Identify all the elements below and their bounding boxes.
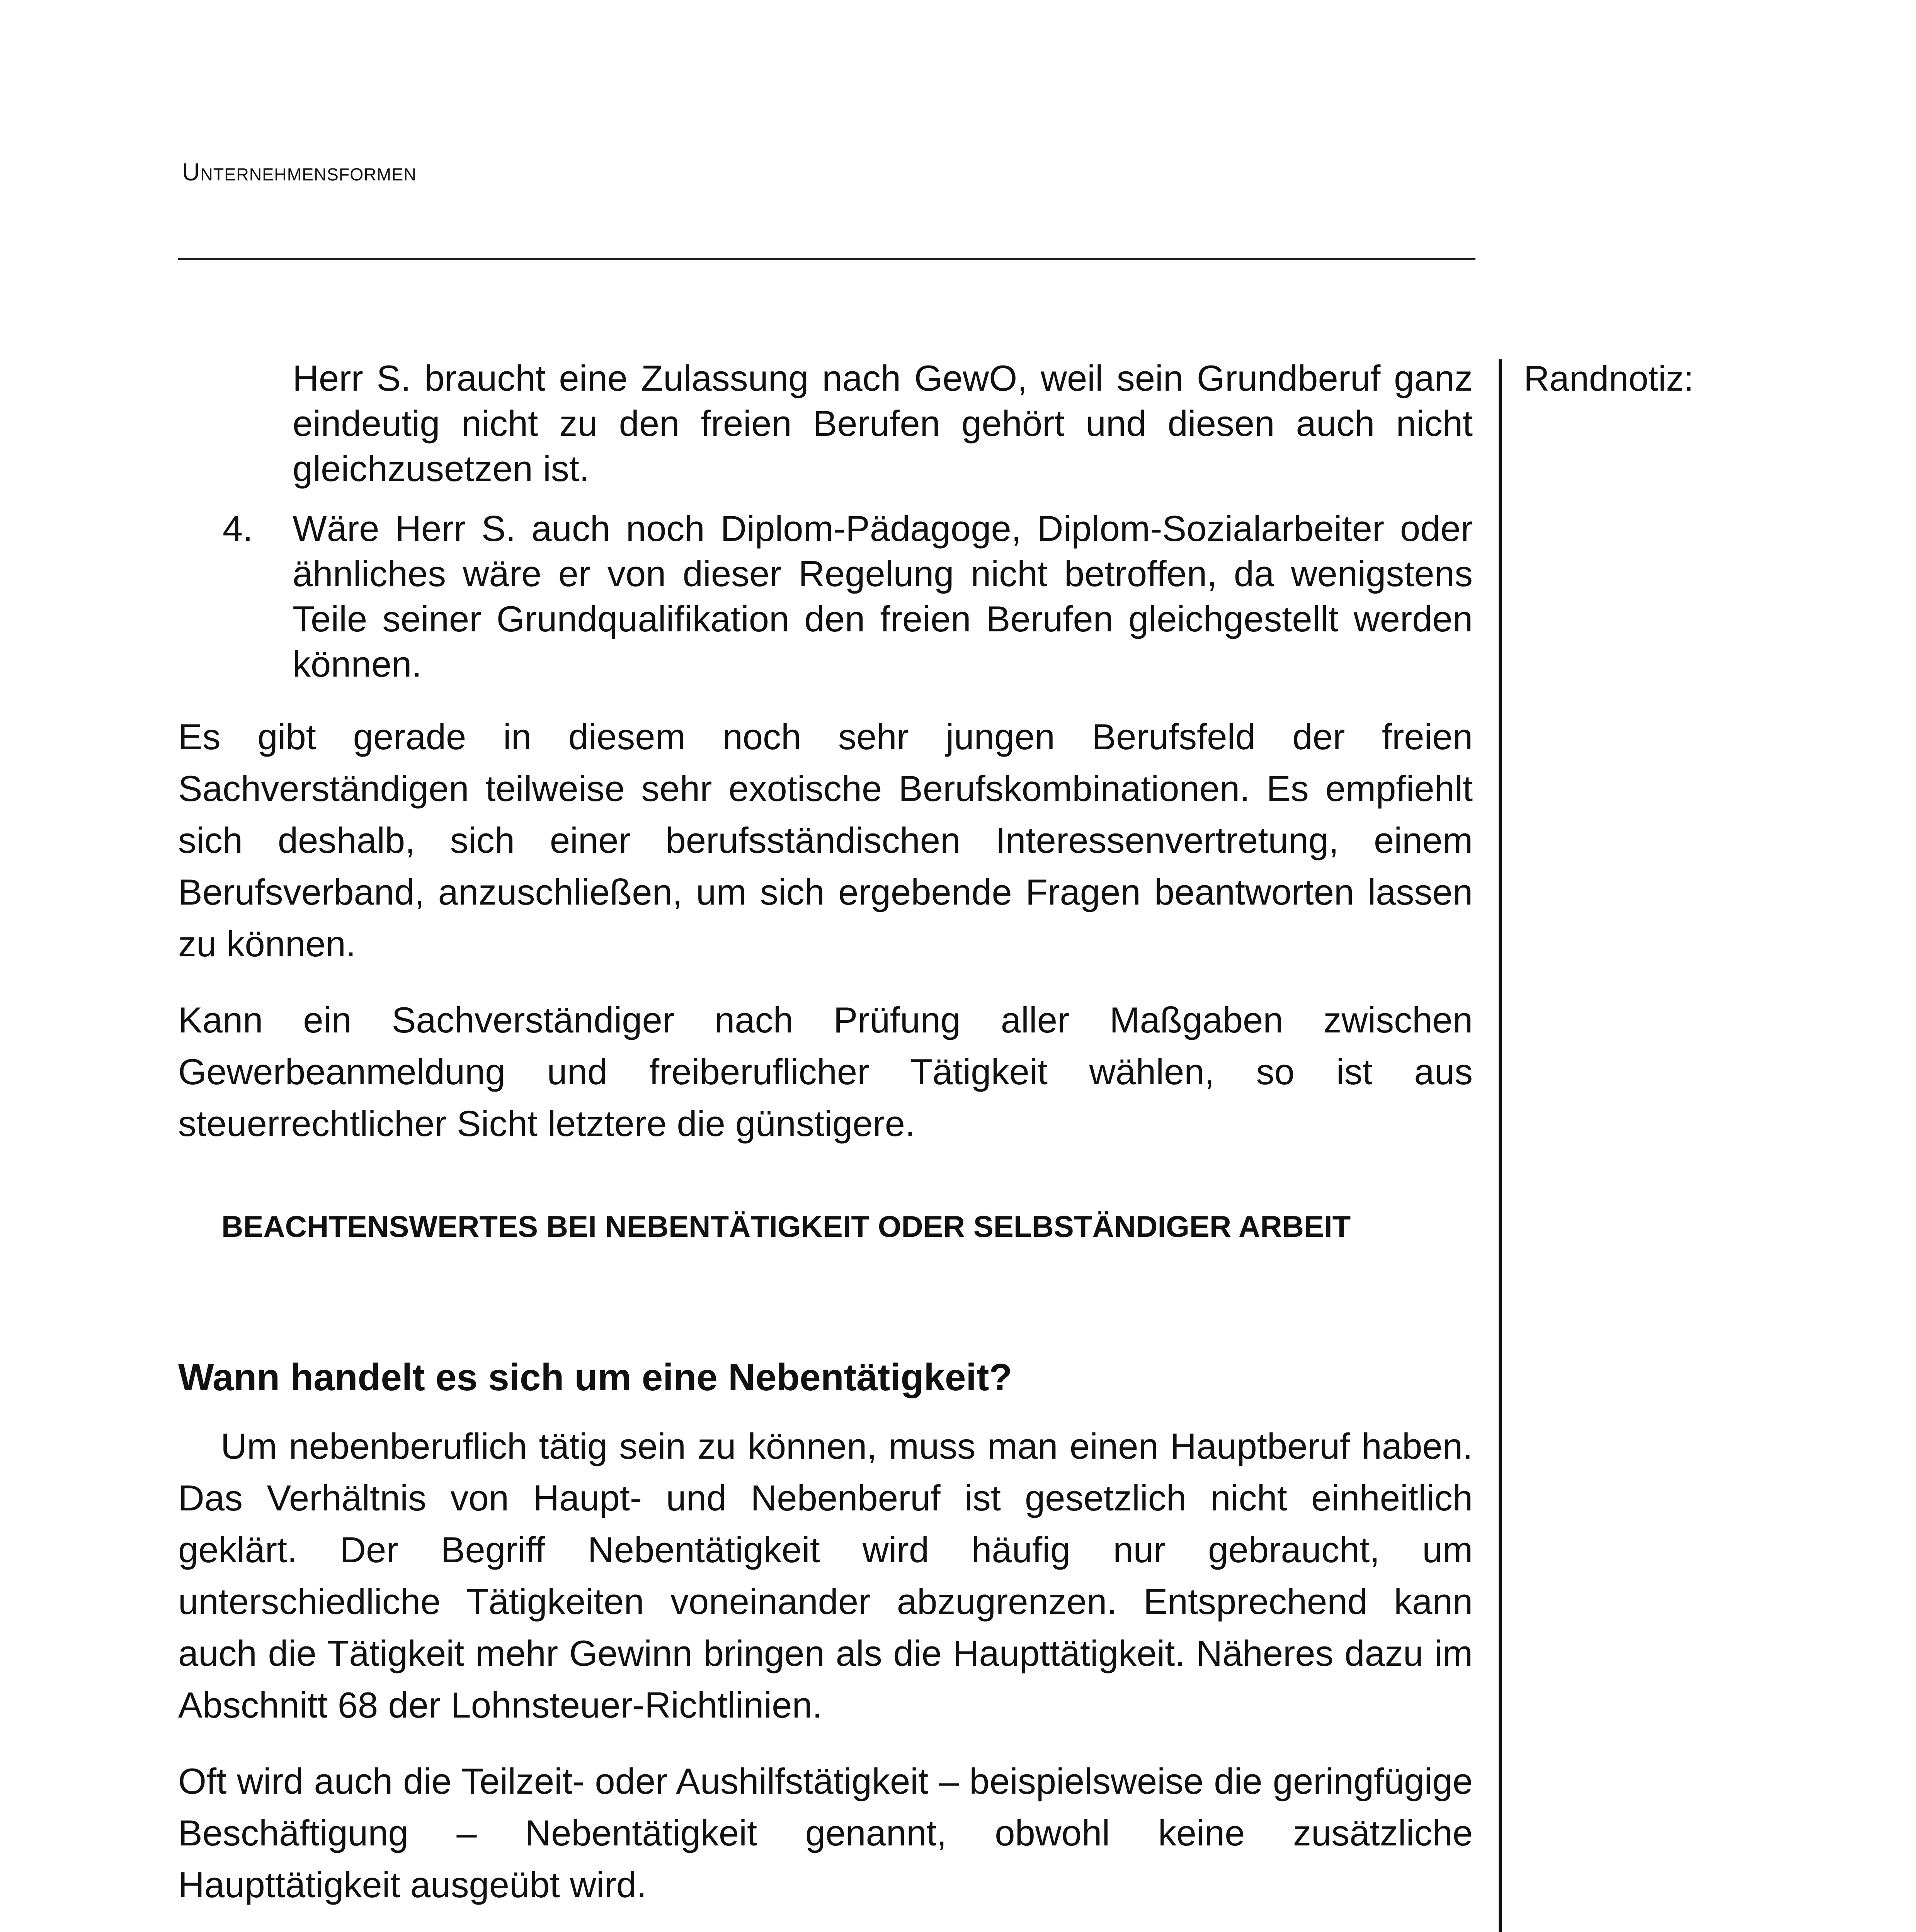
margin-note-label: Randnotiz: [1524, 359, 1694, 398]
paragraph: Oft wird auch die Teilzeit- oder Aushilfstätigkeit – beispielsweise die geringfügige Beschäftigung – Nebentätigkeit genannt, obwohl keine zusätzliche Haupttätigkeit ausgeübt wird. [178, 1761, 1473, 1905]
section-heading: BEACHTENSWERTES BEI NEBENTÄTIGKEIT ODER SELBSTÄNDIGER ARBEIT [221, 1209, 1351, 1243]
list-item-text: Wäre Herr S. auch noch Diplom-Pädagoge, Diplom-Sozialarbeiter oder ähnliches wäre er von dieser Regelung nicht betroffen, da wenigstens Teile seiner Grundqualifikation den freien Berufen gleichgestellt werden können. [293, 508, 1473, 684]
paragraph: Um nebenberuflich tätig sein zu können, muss man einen Hauptberuf haben. Das Verhältnis von Haupt- und Nebenberuf ist gesetzlich nicht einheitlich geklärt. Der Begriff Nebentätigkeit wird häufig nur gebraucht, um unterschiedliche Tätigkeiten voneinander abzugrenzen. Entsprechend kann auch die Tätigkeit mehr Gewinn bringen als die Haupttätigkeit. Näheres dazu im Abschnitt 68 der Lohnsteuer-Richtlinien. [178, 1426, 1473, 1725]
paragraph: Kann ein Sachverständiger nach Prüfung aller Maßgaben zwischen Gewerbeanmeldung und freiberuflicher Tätigkeit wählen, so ist aus steuerrechtlicher Sicht letztere die günstigere. [178, 1000, 1473, 1144]
main-text [178, 355, 1473, 1932]
margin-divider [1499, 359, 1502, 1932]
paragraph: Es gibt gerade in diesem noch sehr jungen Berufsfeld der freien Sachverständigen teilweise sehr exotische Berufskombinationen. Es empfiehlt sich deshalb, sich einer berufsständischen Interessenvertretung, einem Berufsverband, anzuschließen, um sich ergebende Fragen beantworten lassen zu können. [178, 716, 1473, 964]
sub-heading: Wann handelt es sich um eine Nebentätigkeit? [178, 1356, 1012, 1398]
running-header: Unternehmensformen [182, 158, 417, 186]
list-continuation-text: Herr S. braucht eine Zulassung nach GewO, weil sein Grundberuf ganz eindeutig nicht zu den freien Berufen gehört und diesen auch nicht gleichzusetzen ist. [293, 358, 1473, 489]
list-item [178, 506, 1473, 687]
list-item-number: 4. [223, 508, 253, 549]
header-divider [178, 258, 1475, 260]
